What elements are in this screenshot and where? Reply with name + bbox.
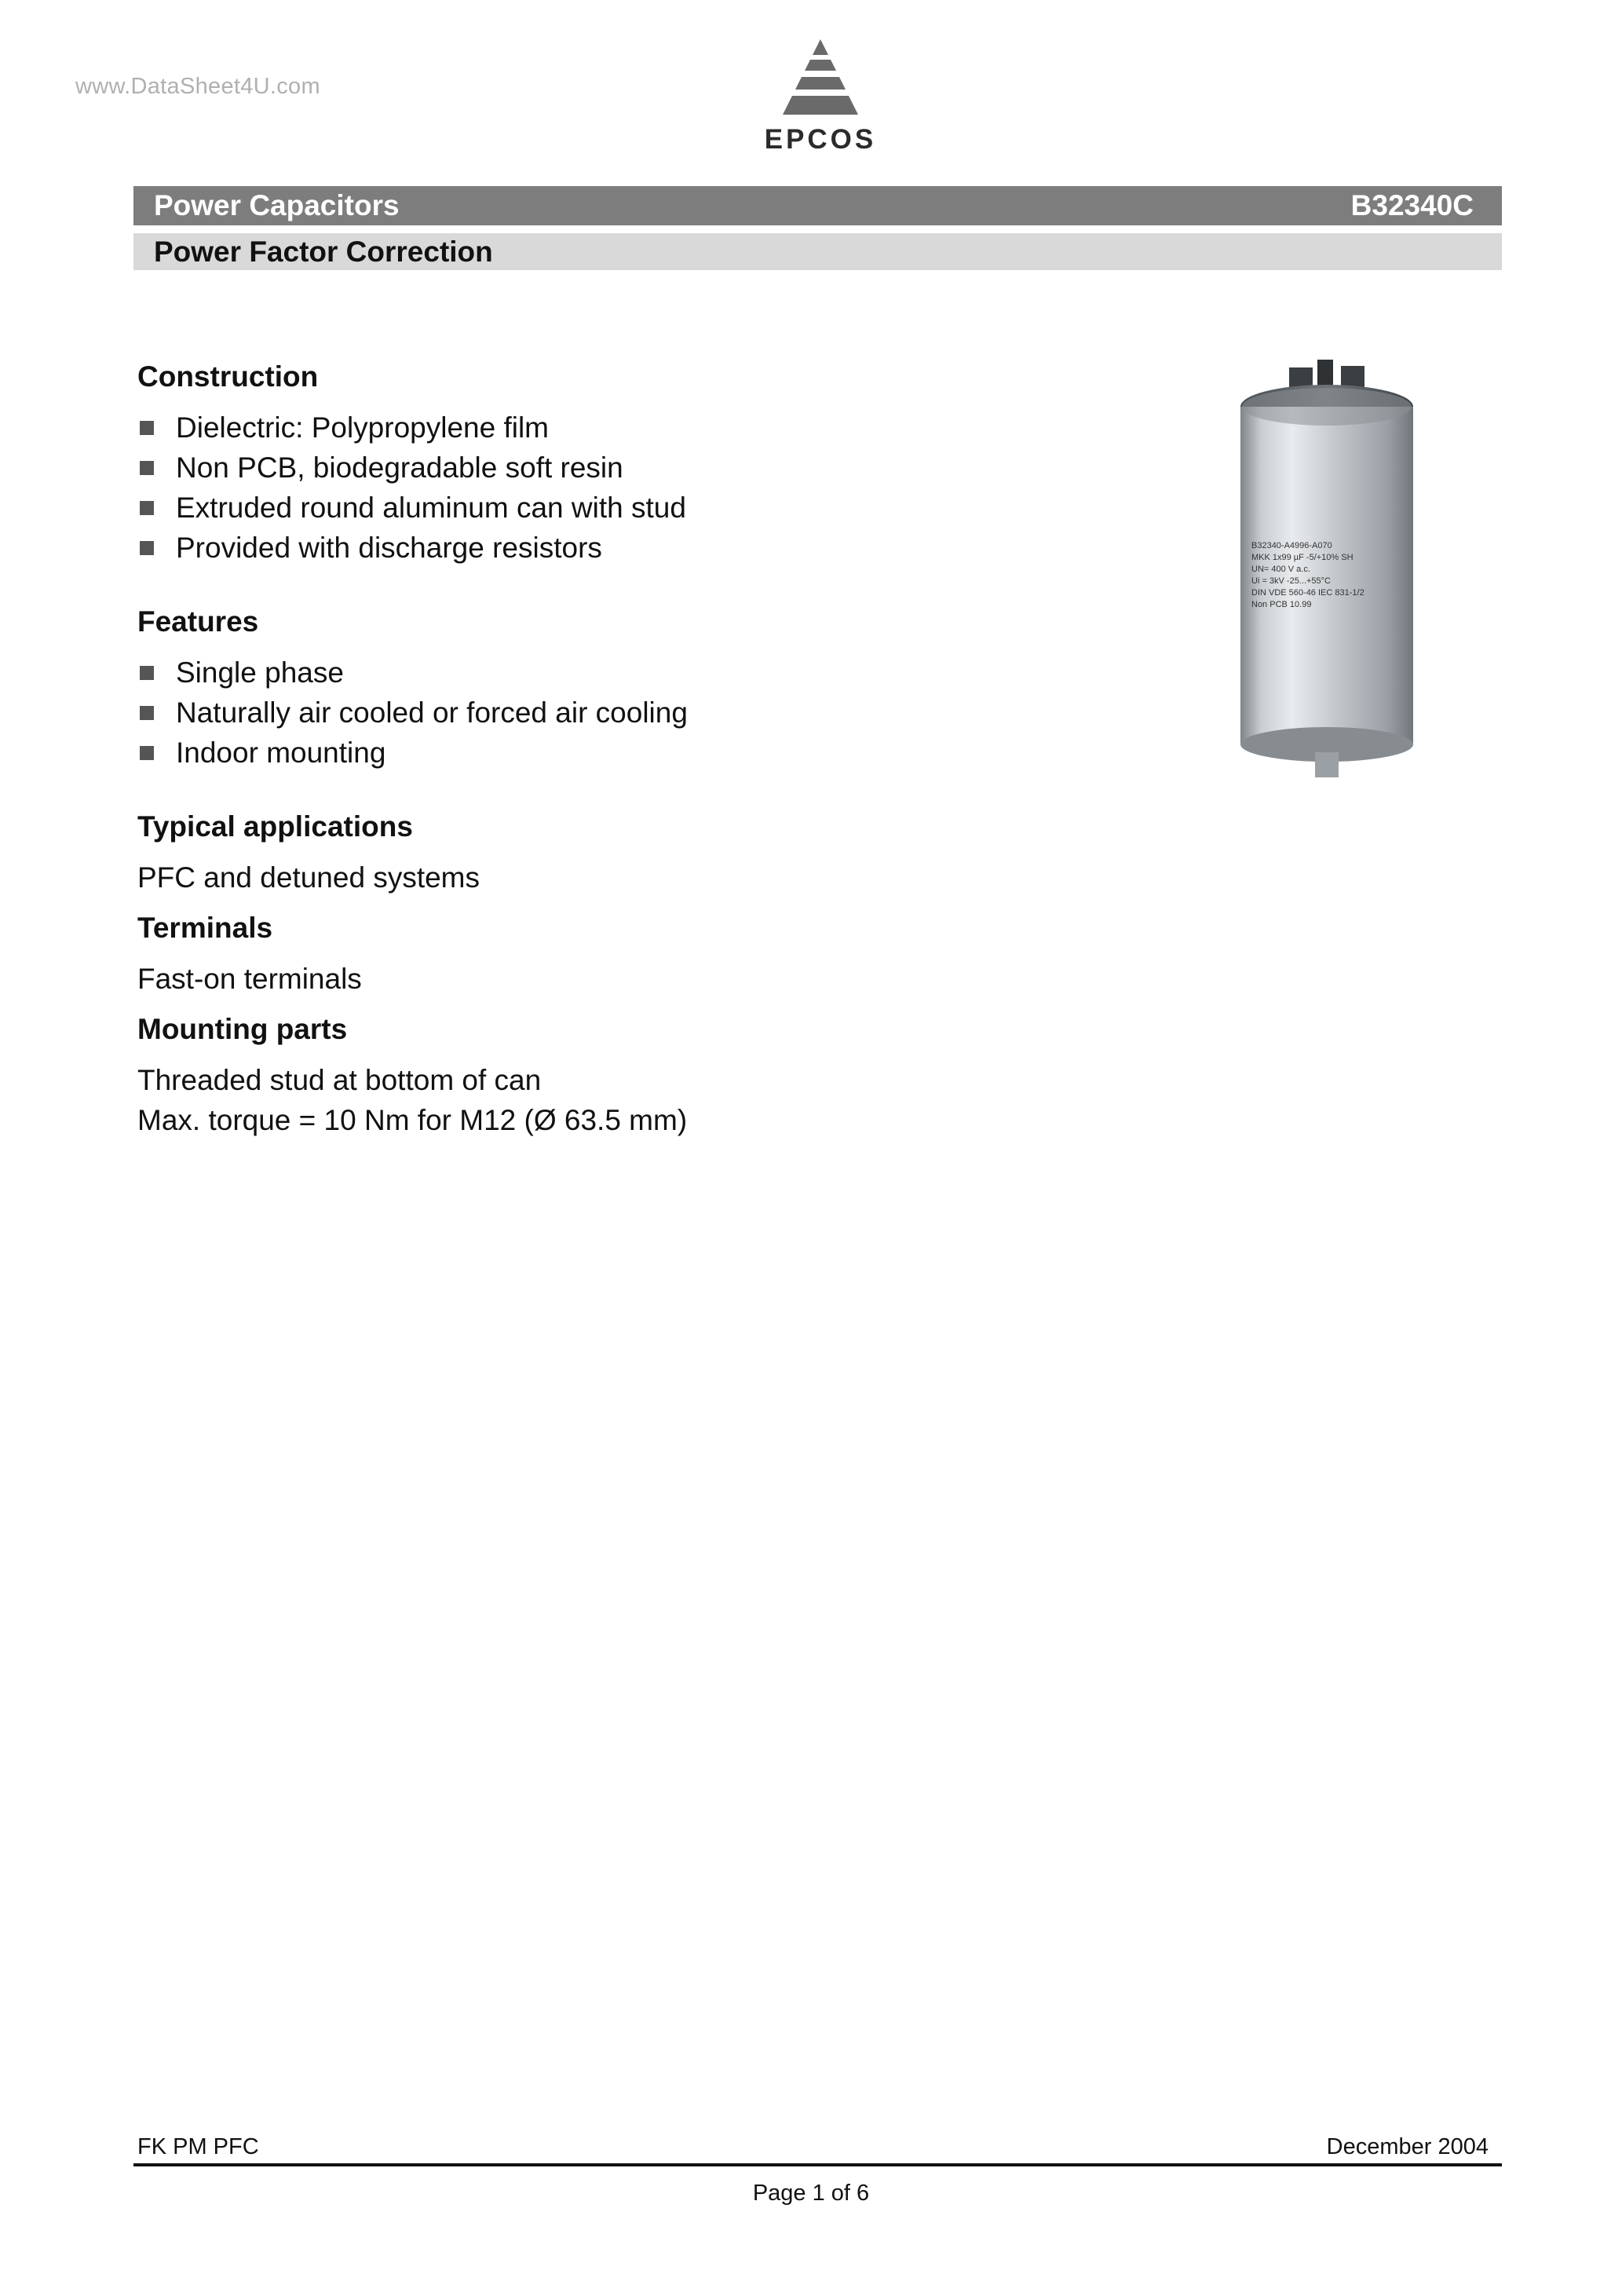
- label-line: DIN VDE 560-46 IEC 831-1/2: [1251, 588, 1364, 598]
- header-subtitle: Power Factor Correction: [154, 235, 493, 268]
- label-line: UN= 400 V a.c.: [1251, 565, 1310, 574]
- list-item-text: Naturally air cooled or forced air cooling: [176, 696, 688, 729]
- epcos-logo: [750, 38, 891, 163]
- capacitor-image-icon: [1240, 352, 1445, 807]
- features-list: [137, 653, 1158, 773]
- list-item: [137, 693, 1158, 733]
- header-band: [133, 186, 1502, 225]
- list-item: [137, 488, 1158, 528]
- section-title: Typical applications: [137, 810, 413, 843]
- logo-triangle-icon: [773, 38, 868, 120]
- list-item-text: Provided with discharge resistors: [176, 532, 602, 564]
- bullet-square-icon: [140, 541, 154, 555]
- footer-date: December 2004: [1326, 2134, 1489, 2159]
- bullet-square-icon: [140, 706, 154, 720]
- label-line: Non PCB 10.99: [1251, 600, 1312, 609]
- header-title: Power Capacitors: [154, 189, 400, 221]
- mounting-line: Max. torque = 10 Nm for M12 (Ø 63.5 mm): [137, 1104, 688, 1136]
- list-item-text: Non PCB, biodegradable soft resin: [176, 452, 623, 484]
- page-number: Page 1 of 6: [752, 2181, 870, 2206]
- list-item-text: Dielectric: Polypropylene film: [176, 411, 550, 444]
- section-text: Fast-on terminals: [137, 963, 362, 995]
- list-item-text: Extruded round aluminum can with stud: [176, 492, 686, 524]
- label-line: MKK 1x99 µF -5/+10% SH: [1251, 553, 1353, 562]
- section-title: Mounting parts: [137, 1013, 348, 1045]
- mounting-section: [137, 1010, 1158, 1140]
- label-line: Ui = 3kV -25...+55°C: [1251, 576, 1332, 586]
- label-line: B32340-A4996-A070: [1251, 541, 1332, 550]
- mounting-line: Threaded stud at bottom of can: [137, 1064, 542, 1096]
- bullet-square-icon: [140, 421, 154, 435]
- features-section: [137, 602, 1158, 773]
- list-item: [137, 653, 1158, 693]
- section-title: Construction: [137, 360, 319, 393]
- section-title: Terminals: [137, 912, 273, 944]
- logo-text: EPCOS: [764, 124, 877, 155]
- list-item-text: Indoor mounting: [176, 737, 386, 769]
- section-text: PFC and detuned systems: [137, 861, 480, 894]
- applications-section: [137, 807, 1158, 898]
- list-item: [137, 448, 1158, 488]
- list-item: [137, 733, 1158, 773]
- bullet-square-icon: [140, 746, 154, 760]
- construction-section: [137, 357, 1158, 568]
- bullet-square-icon: [140, 666, 154, 680]
- construction-list: [137, 408, 1158, 568]
- terminals-section: [137, 909, 1158, 999]
- bullet-square-icon: [140, 461, 154, 475]
- section-title: Features: [137, 605, 259, 638]
- list-item: [137, 408, 1158, 448]
- list-item: [137, 528, 1158, 568]
- subheader-band: [133, 233, 1502, 270]
- bullet-square-icon: [140, 501, 154, 515]
- header-code: B32340C: [1350, 189, 1474, 221]
- section-text: [137, 1060, 1158, 1140]
- footer-left: FK PM PFC: [137, 2134, 259, 2159]
- main-content: [137, 357, 1158, 1140]
- list-item-text: Single phase: [176, 656, 344, 689]
- capacitor-photo: [1240, 352, 1445, 807]
- footer-rule: [133, 2163, 1502, 2166]
- watermark: www.DataSheet4U.com: [75, 74, 320, 99]
